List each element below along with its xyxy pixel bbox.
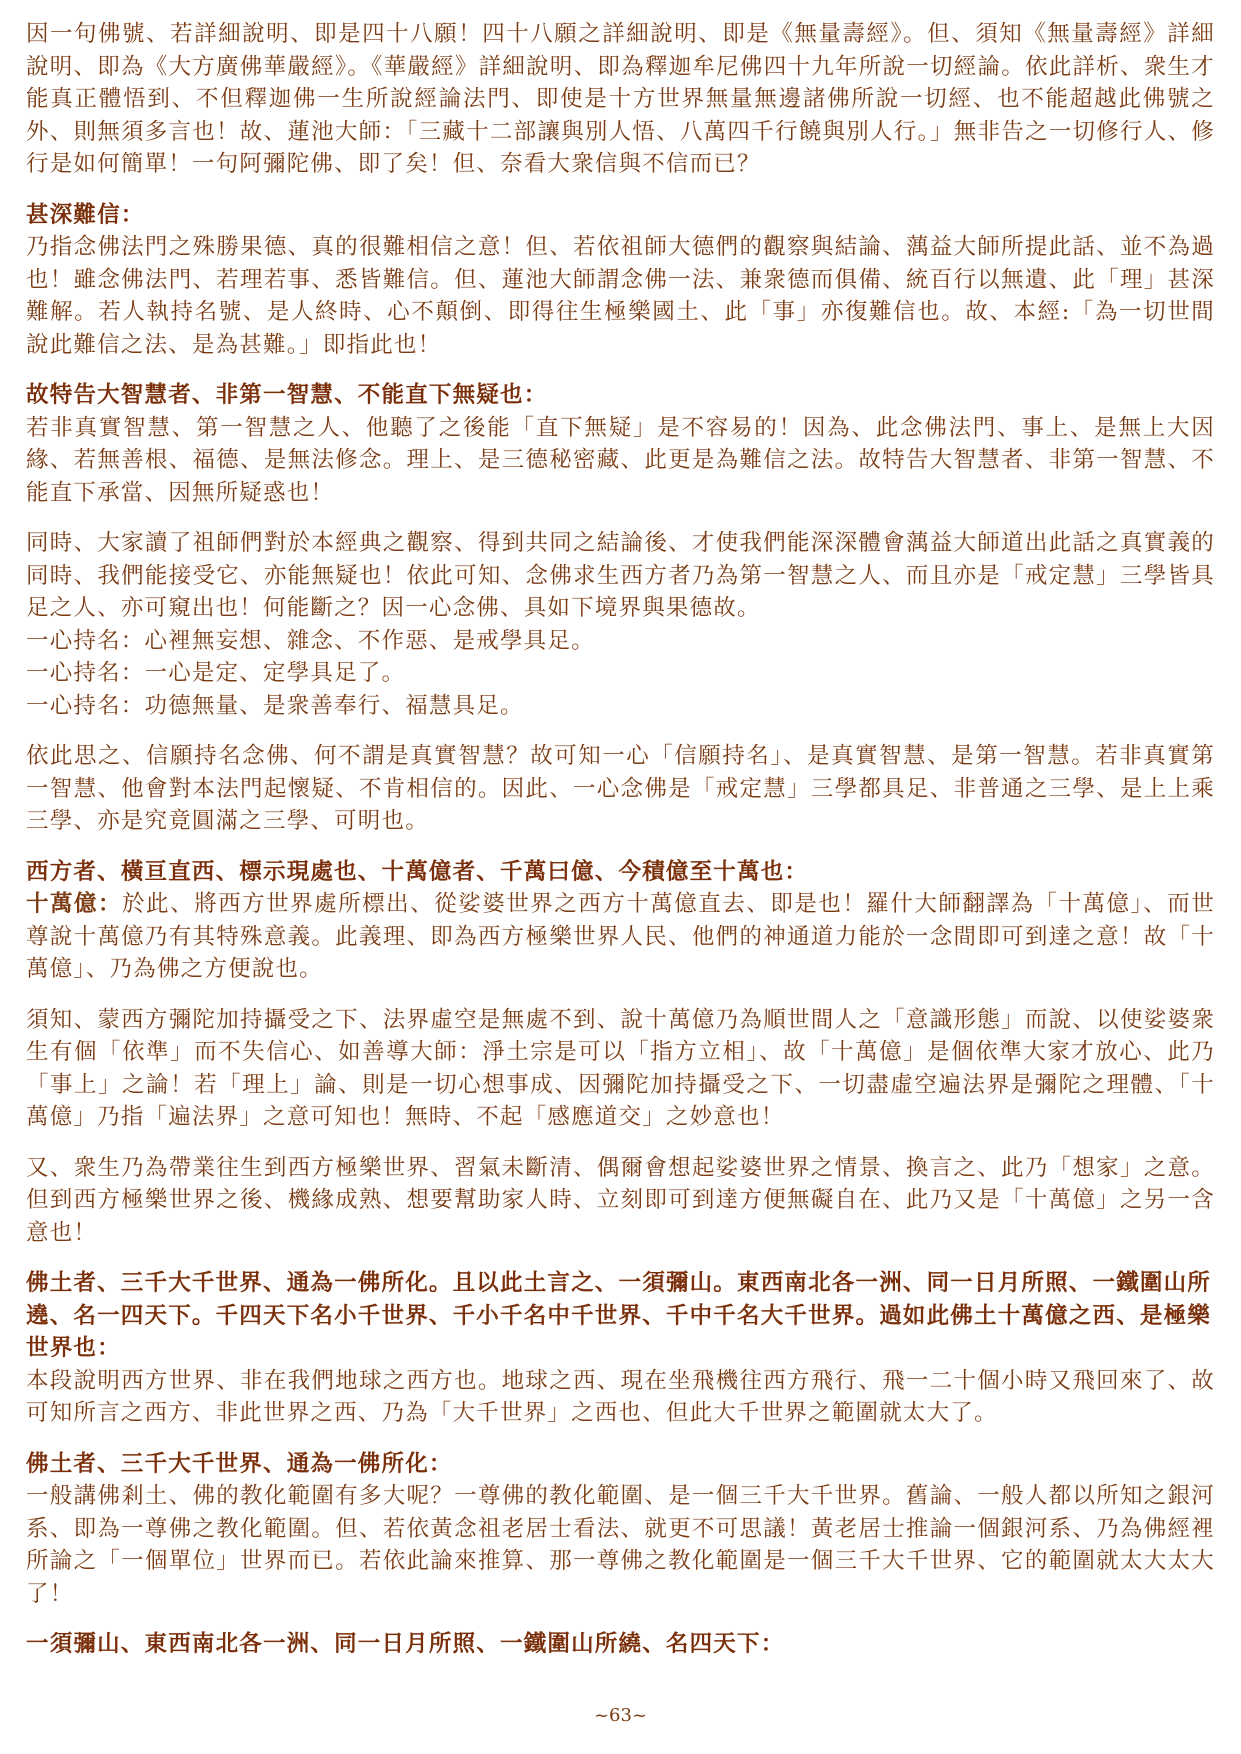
body-paragraph: 依此思之、信願持名念佛、何不謂是真實智慧？故可知一心「信願持名」、是真實智慧、是第一智慧。若非真實第一智慧、他會對本法門起懷疑、不肯相信的。因此、一心念佛是「戒定慧」三學都具足、非普通之三學、是上上乘三學、亦是究竟圓滿之三學、可明也。 — [26, 743, 1215, 834]
body-paragraph: 本段說明西方世界、非在我們地球之西方也。地球之西、現在坐飛機往西方飛行、飛一二十個小時又飛回來了、故可知所言之西方、非此世界之西、乃為「大千世界」之西也、但此大千世界之範圍就太大了。 — [26, 1367, 1215, 1426]
body-paragraph: 乃指念佛法門之殊勝果德、真的很難相信之意！但、若依祖師大德們的觀察與結論、蕅益大師所提此話、並不為過也！雖念佛法門、若理若事、悉皆難信。但、蓮池大師謂念佛一法、兼衆德而俱備、統百行以無遺、此「理」甚深難解。若人執持名號、是人終時、心不顛倒、即得往生極樂國土、此「事」亦復難信也。故、本經:「為一切世間說此難信之法、是為甚難。」即指此也！ — [26, 234, 1215, 358]
block-gap — [26, 722, 1215, 740]
section-heading: 佛土者、三千大千世界、通為一佛所化： — [26, 1450, 453, 1477]
list-line: 一心持名：一心是定、定學具足了。 — [26, 660, 406, 686]
section-heading: 一須彌山、東西南北各一洲、同一日月所照、一鐵圍山所繞、名四天下： — [26, 1631, 785, 1657]
list-line: 一心持名：功德無量、是衆善奉行、福慧具足。 — [26, 692, 524, 719]
body-paragraph: 須知、蒙西方彌陀加持攝受之下、法界虛空是無處不到、說十萬億乃為順世間人之「意識形態」而說、以使娑婆衆生有個「依準」而不失信心、如善導大師：淨土宗是可以「指方立相」、故「十萬億」是個依準大家才放心、此乃「事上」之論！若「理上」論、則是一切心想事成、因彌陀加持攝受之下、一切盡虛空遍法界是彌陀之理體、「十萬億」乃指「遍法界」之意可知也！無時、不起「感應道交」之妙意也！ — [26, 1006, 1215, 1130]
body-paragraph: 因一句佛號、若詳細說明、即是四十八願！四十八願之詳細說明、即是《無量壽經》。但、須知《無量壽經》詳細說明、即為《大方廣佛華嚴經》。《華嚴經》詳細說明、即為釋迦牟尼佛四十九年所說一切經論。依此詳析、衆生才能真正體悟到、不但釋迦佛一生所說經論法門、即使是十方世界無量無邊諸佛所說一切經、也不能超越此佛號之外、則無須多言也！故、蓮池大師：「三藏十二部讓與別人悟、八萬四千行饒與別人行。」無非告之一切修行人、修行是如何簡單！一句阿彌陀佛、即了矣！但、奈看大衆信與不信而已？ — [26, 21, 1215, 177]
section-heading: 佛土者、三千大千世界、通為一佛所化。且以此土言之、一須彌山。東西南北各一洲、同一日月所照、一鐵圍山所遶、名一四天下。千四天下名小千世界、千小千名中千世界、千中千名大千世界。過如此佛土十萬億之西、是極樂世界也： — [26, 1270, 1212, 1361]
page-content — [26, 18, 1215, 1661]
body-paragraph — [26, 888, 1215, 986]
body-paragraph: 一般講佛剎土、佛的教化範圍有多大呢？一尊佛的教化範圍、是一個三千大千世界。舊論、一般人都以所知之銀河系、即為一尊佛之教化範圍。但、若依黃念祖老居士看法、就更不可思議！黃老居士推論一個銀河系、乃為佛經裡所論之「一個單位」世界而已。若依此論來推算、那一尊佛之教化範圍是一個三千大千世界、它的範圍就太大太大了！ — [26, 1483, 1215, 1607]
list-line: 一心持名：心裡無妄想、雜念、不作惡、是戒學具足。 — [26, 627, 595, 654]
section-heading: 故特告大智慧者、非第一智慧、不能直下無疑也： — [26, 382, 548, 408]
section-heading: 西方者、橫亘直西、標示現處也、十萬億者、千萬曰億、今積億至十萬也： — [26, 858, 809, 885]
body-paragraph: 若非真實智慧、第一智慧之人、他聽了之後能「直下無疑」是不容易的！因為、此念佛法門、事上、是無上大因緣、若無善根、福德、是無法修念。理上、是三德秘密藏、此更是為難信之法。故特告大智慧者、非第一智慧、不能直下承當、因無所疑惑也！ — [26, 414, 1215, 506]
page-number: ~63~ — [593, 1705, 648, 1726]
paragraph-body: 於此、將西方世界處所標出、從娑婆世界之西方十萬億直去、即是也！羅什大師翻譯為「十萬億」、而世尊說十萬億乃有其特殊意義。此義理、即為西方極樂世界人民、他們的神通道力能於一念間即可到達之意！故「十萬億」、乃為佛之方便說也。 — [26, 891, 1215, 982]
body-paragraph: 同時、大家讀了祖師們對於本經典之觀察、得到共同之結論後、才使我們能深深體會蕅益大師道出此話之真實義的同時、我們能接受它、亦能無疑也！依此可知、念佛求生西方者乃為第一智慧之人、而且亦是「戒定慧」三學皆具足之人、亦可窺出也！何能斷之？因一心念佛、具如下境界與果德故。 — [26, 530, 1215, 621]
paragraph-lead-term: 十萬億： — [26, 891, 123, 917]
section-heading: 甚深難信： — [26, 201, 145, 228]
body-paragraph: 又、衆生乃為帶業往生到西方極樂世界、習氣未斷清、偶爾會想起娑婆世界之情景、換言之、此乃「想家」之意。但到西方極樂世界之後、機緣成熟、想要幫助家人時、立刻即可到達方便無礙自在、此乃又是「十萬億」之另一含意也！ — [26, 1154, 1215, 1246]
